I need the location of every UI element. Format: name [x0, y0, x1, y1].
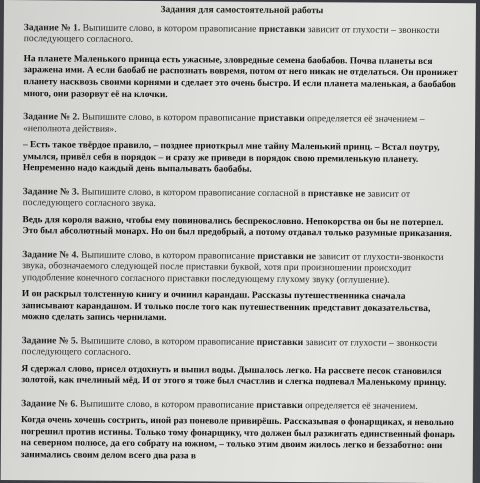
- task-3-label: Задание № 3.: [22, 185, 80, 198]
- task-3-instruction: [23, 186, 459, 212]
- task-1-instruction: [24, 22, 460, 48]
- task-5-instruction: [22, 335, 458, 361]
- page-content: [21, 2, 460, 476]
- task-6-text: Когда очень хочешь сострить, иной раз поневоле привирёшь. Рассказывая о фонарщиках, я невольно погрешил против истины. Только тому фонарщику, что должен был разжигать единственный фонарь на северном полюсе, да его собрату на южном, – только этим двоим жилось легко и беззаботно: они занимались своим делом всего два раза в: [20, 415, 455, 462]
- task-5-keyword: приставки: [256, 336, 304, 348]
- task-4-instruction: [22, 249, 458, 286]
- task-5-after: зависит от глухости – звонкости последующего согласного.: [21, 336, 438, 359]
- task-5-before: Выпишите слово, в котором правописание: [78, 335, 257, 348]
- task-3-before: Выпишите слово, в котором правописание согласной в: [79, 186, 308, 199]
- task-2-instruction: [23, 111, 459, 137]
- task-2-label: Задание № 2.: [23, 111, 80, 123]
- document-page: [1, 0, 476, 483]
- task-5-text: Я сдержал слово, присел отдохнуть и выпил воды. Дышалось легко. На рассвете песок становился золотой, как пчелиный мёд. И от этого я тоже был счастлив и слегка подпевал Маленькому принцу.: [21, 363, 447, 389]
- task-4-label: Задание № 4.: [22, 248, 79, 261]
- task-1-keyword: приставки: [258, 23, 306, 36]
- task-4-after: зависит от глухости-звонкости звука, обозначаемого следующей после приставки буквой, хотя при произношении происходит уподобление конечного согласного приставки последующему глухому звуку (оглушение).: [22, 250, 444, 286]
- task-1-label: Задание № 1.: [23, 22, 81, 34]
- task-1-text: На планете Маленького принца есть ужасные, зловредные семена баобабов. Почва планеты вся заражена ими. А если баобаб не распознать вовремя, потом от него никак не отделаться. Он пронижет планету насквозь своими корнями и сделает это очень быстро. И если планета маленькая, а баобабов много, они разорвут её на клочки.: [23, 53, 458, 100]
- page-title: Задания для самостоятельной работы: [160, 5, 324, 17]
- task-4-text: И он раскрыл толстенную книгу и очинил карандаш. Рассказы путешественника сначала записывают карандашом. И только после того как путешественник представит доказательства, можно сделать запись чернилами.: [21, 289, 431, 324]
- task-6-label: Задание № 6.: [21, 397, 78, 410]
- task-2-text: – Есть такое твёрдое правило, – позднее приоткрыл мне тайну Маленький принц. – Встал поутру, умылся, привёл себя в порядок – и сразу же приведи в порядок свою премиленькую планету. Непременно надо каждый день выпалывать баобабы.: [22, 140, 440, 175]
- task-6-after: определяется её значением.: [302, 399, 418, 412]
- task-4-before: Выпишите слово, в котором правописание: [78, 249, 258, 262]
- task-2-keyword: приставки: [258, 112, 305, 125]
- task-4-keyword: приставки не: [257, 250, 317, 262]
- task-6-instruction: [21, 398, 457, 412]
- task-6-keyword: приставки: [256, 399, 303, 411]
- task-1-after: зависит от глухости – звонкости последующего согласного.: [23, 24, 440, 46]
- task-3-keyword: приставке не: [307, 187, 366, 200]
- task-3-after: зависит от последующего согласного звука.: [22, 188, 411, 210]
- task-5-label: Задание № 5.: [21, 334, 79, 347]
- task-1-before: Выпишите слово, в котором правописание: [80, 22, 259, 35]
- task-2-before: Выпишите слово, в котором правописание: [79, 111, 259, 124]
- task-3-text: Ведь для короля важно, чтобы ему повиновались беспрекословно. Непокорства он бы не потерпел. Это был абсолютный монарх. Но он был предобрый, а потому отдавал только разумные приказания.: [22, 214, 452, 240]
- task-6-before: Выпишите слово, в котором правописание: [77, 398, 257, 411]
- task-2-after: определяется её значением – «неполнота действия».: [23, 113, 425, 135]
